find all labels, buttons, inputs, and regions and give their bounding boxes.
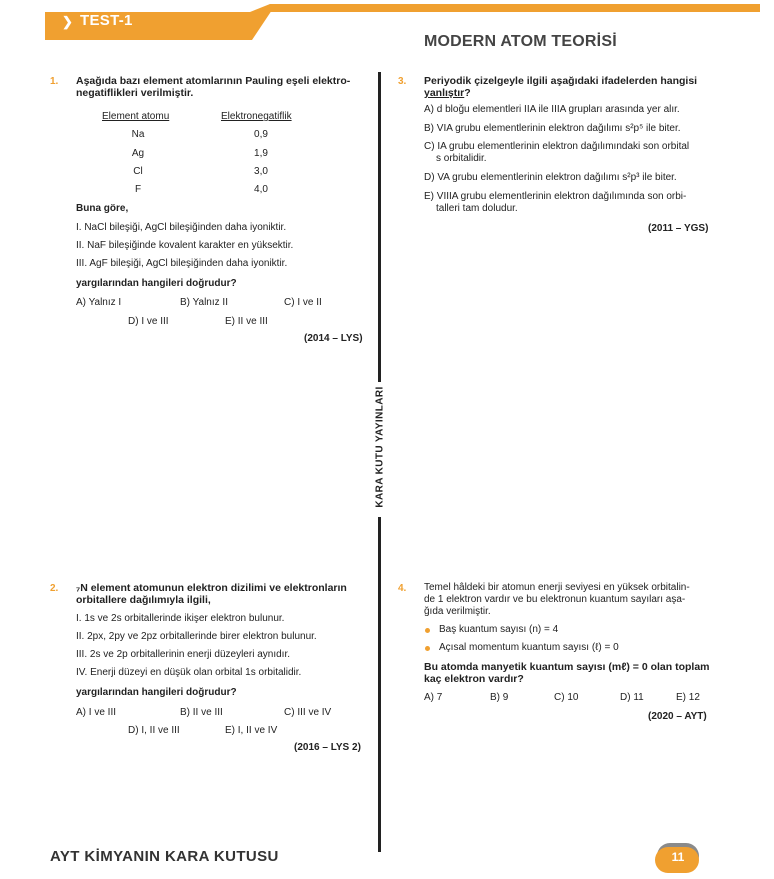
table-cell-value: 0,9 — [254, 129, 268, 140]
question-1-statement: III. AgF bileşiği, AgCl bileşiğinden daha iyoniktir. — [76, 258, 288, 269]
table-cell-element: F — [134, 184, 142, 195]
question-4-ask-line1: Bu atomda manyetik kuantum sayısı (mℓ) = 0 olan toplam — [424, 661, 710, 673]
question-1-source: (2014 – LYS) — [304, 333, 363, 344]
question-2-source: (2016 – LYS 2) — [294, 742, 361, 753]
question-2-statement: II. 2px, 2py ve 2pz orbitallerinde birer elektron bulunur. — [76, 631, 317, 642]
question-1-number: 1. — [50, 76, 59, 87]
footer-title: AYT KİMYANIN KARA KUTUSU — [50, 848, 279, 865]
question-1-option-b[interactable]: B) Yalnız II — [180, 297, 228, 308]
question-3-option-e[interactable]: E) VIIIA grubu elementlerinin elektron dağılımında son orbi- — [424, 191, 687, 202]
question-2-option-d[interactable]: D) I, II ve III — [128, 725, 180, 736]
question-1-statement: I. NaCl bileşiği, AgCl bileşiğinden daha iyoniktir. — [76, 222, 287, 233]
question-4-option-b[interactable]: B) 9 — [490, 692, 509, 703]
question-4-option-a[interactable]: A) 7 — [424, 692, 443, 703]
test-label: TEST-1 — [80, 12, 133, 29]
question-3-option-a[interactable]: A) d bloğu elementleri IIA ile IIIA grupları arasında yer alır. — [424, 104, 680, 115]
bullet-icon — [425, 628, 430, 633]
question-3-stem-line2: yanlıştır? — [424, 87, 471, 99]
table-cell-element: Na — [131, 129, 145, 140]
question-4-given: Baş kuantum sayısı (n) = 4 — [439, 624, 559, 635]
question-1-stem-line1: Aşağıda bazı element atomlarının Pauling eşeli elektro- — [76, 75, 351, 87]
question-1-option-c[interactable]: C) I ve II — [284, 297, 322, 308]
question-2-option-c[interactable]: C) III ve IV — [284, 707, 332, 718]
question-3-option-e-cont: talleri tam doludur. — [436, 203, 518, 214]
question-2-number: 2. — [50, 583, 59, 594]
question-2-option-a[interactable]: A) I ve III — [76, 707, 117, 718]
question-4-option-c[interactable]: C) 10 — [554, 692, 579, 703]
table-cell-value: 1,9 — [254, 148, 268, 159]
question-1-option-e[interactable]: E) II ve III — [225, 316, 268, 327]
question-1-option-d[interactable]: D) I ve III — [128, 316, 169, 327]
question-3-option-d[interactable]: D) VA grubu elementlerinin elektron dağılımı s²p³ ile biter. — [424, 172, 677, 183]
question-4-number: 4. — [398, 583, 407, 594]
question-2-stem-line2: orbitallere dağılımıyla ilgili, — [76, 594, 211, 606]
question-4-stem-line3: ğıda verilmiştir. — [424, 606, 491, 617]
question-4-given: Açısal momentum kuantum sayısı (ℓ) = 0 — [439, 642, 619, 653]
question-4-option-d[interactable]: D) 11 — [620, 692, 644, 703]
question-1-lead: Buna göre, — [76, 203, 129, 214]
question-2-statement: IV. Enerji düzeyi en düşük olan orbital 1s orbitalidir. — [76, 667, 302, 678]
publisher-label: KARA KUTU YAYINLARI — [374, 386, 386, 508]
question-1-statement: II. NaF bileşiğinde kovalent karakter en yüksektir. — [76, 240, 294, 251]
question-3-option-c-cont: s orbitalidir. — [436, 153, 487, 164]
question-1-option-a[interactable]: A) Yalnız I — [76, 297, 122, 308]
question-2-stem-line1: ₇N element atomunun elektron dizilimi ve elektronların — [76, 582, 347, 594]
page-number: 11 — [671, 850, 685, 864]
chevron-icon: ❯ — [62, 14, 73, 29]
question-3-option-b[interactable]: B) VIA grubu elementlerinin elektron dağılımı s²p⁵ ile biter. — [424, 123, 681, 134]
question-3-option-c[interactable]: C) IA grubu elementlerinin elektron dağılımındaki son orbital — [424, 141, 690, 152]
question-4-source: (2020 – AYT) — [648, 711, 707, 722]
table-cell-value: 3,0 — [254, 166, 268, 177]
table-cell-element: Ag — [131, 148, 145, 159]
question-3-stem-line1: Periyodik çizelgeyle ilgili aşağıdaki ifadelerden hangisi — [424, 75, 698, 87]
question-2-option-b[interactable]: B) II ve III — [180, 707, 223, 718]
question-3-source: (2011 – YGS) — [648, 223, 709, 234]
question-2-statement: III. 2s ve 2p orbitallerinin enerji düzeyleri aynıdır. — [76, 649, 290, 660]
table-cell-element: Cl — [133, 166, 143, 177]
question-2-statement: I. 1s ve 2s orbitallerinde ikişer elektron bulunur. — [76, 613, 285, 624]
table-header-element: Element atomu — [102, 111, 170, 122]
question-4-stem-line1: Temel hâldeki bir atomun enerji seviyesi en yüksek orbitalin- — [424, 582, 690, 593]
table-header-electronegativity: Elektronegatiflik — [221, 111, 292, 122]
bullet-icon — [425, 646, 430, 651]
question-4-stem-line2: de 1 elektron vardır ve bu elektronun kuantum sayıları aşa- — [424, 594, 686, 605]
question-3-number: 3. — [398, 76, 407, 87]
question-2-ask: yargılarından hangileri doğrudur? — [76, 687, 237, 698]
question-1-ask: yargılarından hangileri doğrudur? — [76, 278, 237, 289]
question-4-option-e[interactable]: E) 12 — [676, 692, 700, 703]
table-cell-value: 4,0 — [254, 184, 268, 195]
question-1-stem-line2: negatiflikleri verilmiştir. — [76, 87, 194, 99]
question-4-ask-line2: kaç elektron vardır? — [424, 673, 524, 685]
question-2-option-e[interactable]: E) I, II ve IV — [225, 725, 278, 736]
page-title: MODERN ATOM TEORİSİ — [424, 33, 617, 50]
